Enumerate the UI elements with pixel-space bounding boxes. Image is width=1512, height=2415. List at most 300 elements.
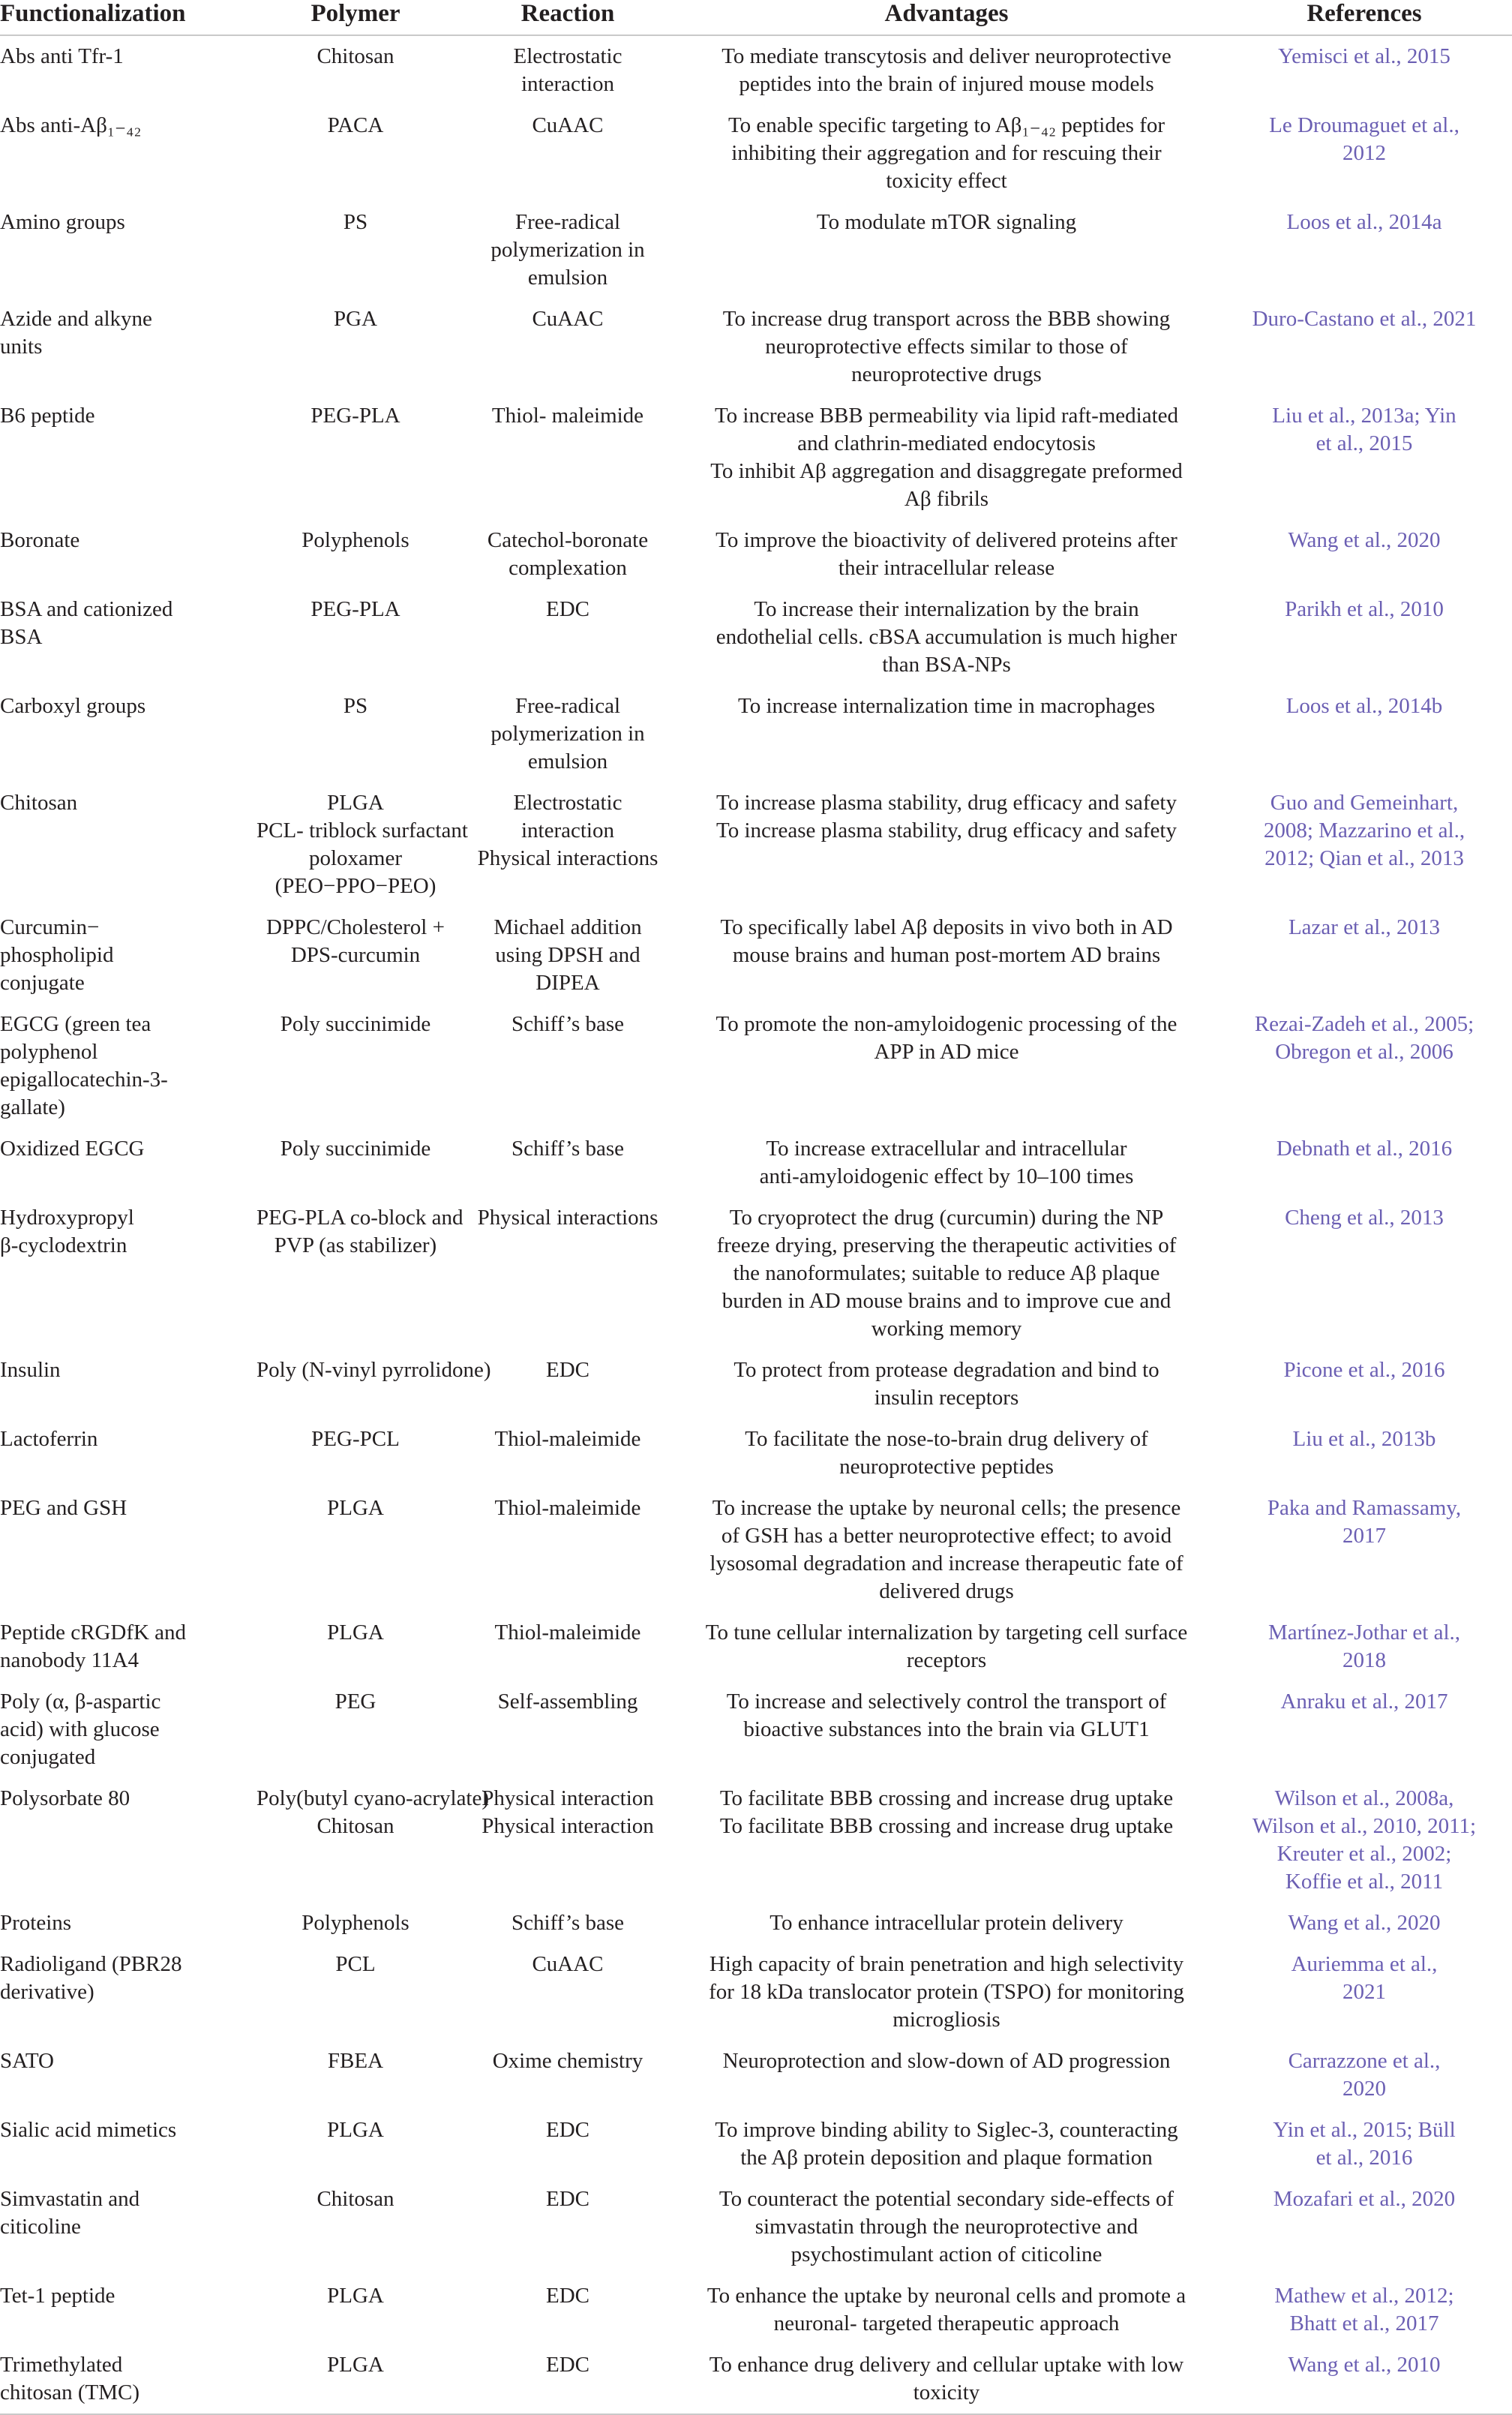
cell-line: units [0,335,43,359]
cell-line: than BSA-NPs [882,653,1011,677]
cell-line: EDC [546,2284,590,2308]
cell-reaction [459,2110,676,2179]
cell-line: complexation [508,556,627,580]
cell-line: To increase plasma stability, drug efficacy and safety [716,819,1177,843]
cell-line: anti-amyloidogenic effect by 10–100 times [759,1164,1134,1188]
cell-line: PEG and GSH [0,1496,128,1520]
reference-link-text[interactable]: et al., 2016 [1316,2146,1413,2170]
cell-reaction [459,2344,676,2414]
cell-reaction [459,1419,676,1488]
cell-line: inhibiting their aggregation and for rescuing their [731,141,1162,165]
cell-line: To enhance the uptake by neuronal cells and promote a [706,2284,1186,2308]
reference-link-text[interactable]: Loos et al., 2014b [1286,694,1443,718]
cell-line: Thiol- maleimide [491,404,644,428]
cell-line: To enhance drug delivery and cellular uptake with low [709,2353,1184,2377]
cell-line: delivered drugs [879,1579,1014,1603]
reference-link-text[interactable]: Rezai-Zadeh et al., 2005; [1254,1012,1474,1036]
cell-references [1216,2179,1512,2275]
cell-polymer [252,1128,459,1197]
cell-line: neuroprotective drugs [851,362,1042,386]
cell-advantages [676,1944,1216,2041]
cell-line: (PEO−PPO−PEO) [274,874,436,898]
cell-line: Electrostatic [513,44,622,68]
header-functionalization: Functionalization [0,0,186,27]
cell-line: PCL [335,1952,376,1976]
cell-reaction [459,1350,676,1419]
cell-line: SATO [0,2049,54,2073]
reference-link-text[interactable]: Kreuter et al., 2002; [1276,1842,1452,1866]
cell-line: polymerization in [490,238,645,262]
reference-link-text[interactable]: Le Droumaguet et al., [1269,113,1460,137]
cell-line: EDC [546,2353,590,2377]
cell-line: To increase drug transport across the BBB showing [722,307,1171,331]
cell-line: Polysorbate 80 [0,1786,130,1810]
cell-functionalization [0,2041,252,2110]
cell-line: Hydroxypropyl [0,1206,134,1230]
reference-link-text[interactable]: Auriemma et al., [1291,1952,1438,1976]
reference-link-text[interactable]: Wilson et al., 2008a, [1274,1786,1454,1810]
cell-line: and clathrin-mediated endocytosis [797,431,1096,455]
cell-line: To increase internalization time in macrophages [738,694,1155,718]
cell-polymer [252,2179,459,2275]
cell-line: To promote the non-amyloidogenic processing of the [716,1012,1178,1036]
cell-advantages [676,1612,1216,1681]
cell-polymer [252,907,459,1004]
cell-line: interaction [520,819,614,843]
table-row [0,2344,1512,2414]
cell-line: PLGA [327,2353,384,2377]
cell-references [1216,35,1512,105]
table-row [0,35,1512,105]
table-row [0,395,1512,520]
cell-reaction [459,1681,676,1778]
cell-polymer [252,1419,459,1488]
cell-line: PLGA [327,2284,384,2308]
cell-line: polyphenol [0,1040,98,1064]
cell-advantages [676,520,1216,589]
cell-line: PS [343,694,368,718]
reference-link-text[interactable]: Martínez-Jothar et al., [1268,1621,1461,1645]
cell-polymer [252,1004,459,1128]
cell-line: toxicity effect [886,169,1007,193]
reference-link-text[interactable]: Carrazzone et al., [1288,2049,1441,2073]
cell-line: EDC [546,2187,590,2211]
table-row [0,1681,1512,1778]
cell-line: Tet-1 peptide [0,2284,116,2308]
cell-line: Poly (α, β-aspartic [0,1690,161,1714]
table-row [0,1128,1512,1197]
cell-line: gallate) [0,1095,65,1119]
cell-references [1216,1350,1512,1419]
cell-functionalization [0,1128,252,1197]
cell-advantages [676,907,1216,1004]
table-header [0,0,1512,35]
reference-link-text[interactable]: Obregon et al., 2006 [1275,1040,1454,1064]
cell-polymer [252,35,459,105]
cell-functionalization [0,907,252,1004]
reference-link-text[interactable]: Picone et al., 2016 [1283,1358,1445,1382]
cell-polymer [252,2344,459,2414]
cell-line: Curcumin− [0,915,100,939]
cell-line: Self-assembling [497,1690,638,1714]
cell-line: Boronate [0,528,80,552]
reference-link-text[interactable]: Yemisci et al., 2015 [1278,44,1450,68]
cell-line: EDC [546,597,590,621]
cell-advantages [676,299,1216,395]
cell-line: B6 peptide [0,404,95,428]
cell-line: burden in AD mouse brains and to improve cue and [722,1289,1172,1313]
cell-line: using DPSH and [495,943,640,967]
cell-references [1216,202,1512,299]
cell-line: polymerization in [490,722,645,746]
cell-line: chitosan (TMC) [0,2380,140,2404]
cell-polymer [252,2275,459,2344]
cell-line: CuAAC [532,1952,604,1976]
cell-line: Schiff’s base [511,1012,625,1036]
cell-polymer [252,520,459,589]
cell-reaction [459,589,676,686]
reference-link-text[interactable]: 2018 [1342,1648,1386,1672]
cell-line: citicoline [0,2215,81,2239]
cell-references [1216,105,1512,202]
reference-link-text[interactable]: 2012 [1342,141,1386,165]
cell-line: emulsion [527,749,608,773]
reference-link-text[interactable]: 2008; Mazzarino et al., [1263,819,1466,843]
cell-line: To tune cellular internalization by targeting cell surface [705,1621,1188,1645]
cell-line: Poly succinimide [280,1137,431,1161]
cell-line: Oxime chemistry [492,2049,644,2073]
cell-reaction [459,520,676,589]
cell-line: emulsion [527,266,608,290]
cell-reaction [459,2041,676,2110]
cell-line: working memory [871,1317,1022,1341]
reference-link-text[interactable]: Anraku et al., 2017 [1280,1690,1448,1714]
cell-line: High capacity of brain penetration and high selectivity [709,1952,1184,1976]
cell-line: Schiff’s base [511,1911,625,1935]
cell-references [1216,1612,1512,1681]
cell-references [1216,2275,1512,2344]
header-reaction: Reaction [520,0,615,27]
header-row [0,0,1512,35]
cell-polymer [252,395,459,520]
cell-line: PS [343,210,368,234]
cell-line: PLGA [327,1621,384,1645]
reference-link-text[interactable]: Koffie et al., 2011 [1285,1870,1444,1894]
cell-line: PLGA [327,1496,384,1520]
cell-functionalization [0,395,252,520]
cell-line: PVP (as stabilizer) [274,1233,437,1257]
cell-references [1216,2344,1512,2414]
cell-functionalization [0,1903,252,1944]
cell-line: Lactoferrin [0,1427,98,1451]
cell-line: Sialic acid mimetics [0,2118,177,2142]
cell-line: PEG-PLA co-block and [256,1206,464,1230]
cell-line: their intracellular release [838,556,1055,580]
cell-reaction [459,782,676,907]
cell-line: Schiff’s base [511,1137,625,1161]
cell-line: of GSH has a better neuroprotective effect; to avoid [721,1524,1172,1548]
cell-line: To facilitate BBB crossing and increase drug uptake [719,1786,1174,1810]
cell-polymer [252,105,459,202]
cell-line: insulin receptors [874,1386,1019,1410]
cell-line: Proteins [0,1911,72,1935]
cell-reaction [459,1128,676,1197]
reference-link-text[interactable]: Wang et al., 2020 [1288,528,1441,552]
cell-line: To improve the bioactivity of delivered proteins after [716,528,1178,552]
cell-reaction [459,1903,676,1944]
cell-line: To protect from protease degradation and bind to [734,1358,1160,1382]
table-row [0,105,1512,202]
cell-advantages [676,1778,1216,1903]
reference-link-text[interactable]: 2012; Qian et al., 2013 [1264,846,1464,870]
cell-line: To inhibit Aβ aggregation and disaggregate preformed [710,459,1183,483]
table-row [0,1778,1512,1903]
cell-references [1216,1004,1512,1128]
cell-line: PCL- triblock surfactant [256,819,468,843]
cell-line: To counteract the potential secondary side-effects of [718,2187,1174,2211]
cell-advantages [676,1197,1216,1350]
cell-line: microgliosis [892,2008,1000,2032]
table-row [0,299,1512,395]
reference-link-text[interactable]: et al., 2015 [1316,431,1413,455]
cell-line: receptors [906,1648,987,1672]
cell-line: Physical interactions [477,1206,658,1230]
cell-reaction [459,395,676,520]
cell-line: Thiol-maleimide [494,1496,641,1520]
table-row [0,1419,1512,1488]
cell-line: endothelial cells. cBSA accumulation is much higher [716,625,1178,649]
cell-reaction [459,686,676,782]
reference-link-text[interactable]: 2021 [1342,1980,1386,2004]
cell-line: Chitosan [0,791,78,815]
cell-line: Thiol-maleimide [494,1427,641,1451]
table-row [0,1944,1512,2041]
cell-line: lysosomal degradation and increase therapeutic fate of [710,1551,1184,1575]
reference-link-text[interactable]: Yin et al., 2015; Büll [1273,2118,1456,2142]
table-row [0,686,1512,782]
cell-line: β-cyclodextrin [0,1233,128,1257]
cell-functionalization [0,1197,252,1350]
cell-line: PEG-PLA [310,597,400,621]
cell-polymer [252,202,459,299]
cell-polymer [252,589,459,686]
cell-line: CuAAC [532,113,604,137]
cell-functionalization [0,686,252,782]
table-row [0,1197,1512,1350]
table-row [0,1350,1512,1419]
cell-line: PEG-PLA [310,404,400,428]
cell-references [1216,686,1512,782]
cell-line: To increase plasma stability, drug efficacy and safety [716,791,1177,815]
reference-link-text[interactable]: Debnath et al., 2016 [1276,1137,1453,1161]
cell-line: To increase and selectively control the transport of [726,1690,1167,1714]
cell-advantages [676,1681,1216,1778]
cell-polymer [252,686,459,782]
cell-line: PLGA [327,2118,384,2142]
cell-polymer [252,299,459,395]
cell-functionalization [0,2179,252,2275]
reference-link-text[interactable]: Wilson et al., 2010, 2011; [1252,1814,1477,1838]
cell-polymer [252,782,468,907]
cell-line: To modulate mTOR signaling [816,210,1077,234]
cell-line: PGA [333,307,377,331]
cell-reaction [459,35,676,105]
cell-advantages [676,395,1216,520]
cell-polymer [252,1488,459,1612]
cell-line: To increase their internalization by the brain [754,597,1139,621]
cell-references [1216,1488,1512,1612]
cell-functionalization [0,105,252,202]
cell-references [1216,589,1512,686]
cell-line: nanobody 11A4 [0,1648,139,1672]
cell-references [1216,1944,1512,2041]
cell-functionalization [0,1488,252,1612]
cell-line: CuAAC [532,307,604,331]
cell-advantages [676,686,1216,782]
reference-link-text[interactable]: Mathew et al., 2012; [1274,2284,1454,2308]
cell-line: To increase extracellular and intracellular [766,1137,1127,1161]
cell-functionalization [0,2110,252,2179]
reference-link-text[interactable]: Paka and Ramassamy, [1267,1496,1462,1520]
table-row [0,782,1512,907]
cell-advantages [676,2110,1216,2179]
cell-functionalization [0,1612,252,1681]
cell-line: toxicity [913,2380,980,2404]
cell-line: Neuroprotection and slow-down of AD progression [722,2049,1171,2073]
cell-line: the nanoformulates; suitable to reduce Aβ plaque [733,1261,1160,1285]
cell-line: derivative) [0,1980,94,2004]
cell-line: Amino groups [0,210,125,234]
table-row [0,2275,1512,2344]
cell-advantages [676,2275,1216,2344]
table-row [0,1612,1512,1681]
cell-references [1216,1197,1512,1350]
cell-line: DPPC/Cholesterol + [266,915,445,939]
cell-line: Poly succinimide [280,1012,431,1036]
table-row [0,2110,1512,2179]
cell-line: Poly (N-vinyl pyrrolidone) [256,1358,491,1382]
cell-line: Catechol-boronate [487,528,649,552]
reference-link-text[interactable]: 2020 [1342,2077,1386,2101]
reference-link-text[interactable]: Liu et al., 2013a; Yin [1272,404,1456,428]
cell-line: Michael addition [494,915,642,939]
reference-link-text[interactable]: Liu et al., 2013b [1292,1427,1436,1451]
reference-link-text[interactable]: Cheng et al., 2013 [1285,1206,1444,1230]
cell-line: Azide and alkyne [0,307,152,331]
table-row [0,1903,1512,1944]
cell-references [1216,782,1512,907]
cell-line: psychostimulant action of citicoline [790,2242,1102,2266]
table-row [0,589,1512,686]
cell-line: FBEA [327,2049,384,2073]
cell-line: DPS-curcumin [290,943,421,967]
cell-line: To enable specific targeting to Aβ₁₋₄₂ peptides for [728,113,1166,137]
reference-link-text[interactable]: Mozafari et al., 2020 [1273,2187,1456,2211]
cell-line: freeze drying, preserving the therapeutic activities of [716,1233,1177,1257]
cell-advantages [676,202,1216,299]
cell-line: To specifically label Aβ deposits in vivo both in AD [720,915,1173,939]
cell-functionalization [0,202,252,299]
cell-line: EGCG (green tea [0,1012,152,1036]
reference-link-text[interactable]: Bhatt et al., 2017 [1289,2311,1439,2335]
cell-functionalization [0,2344,252,2414]
cell-line: Abs anti-Aβ₁₋₄₂ [0,113,142,137]
cell-line: poloxamer [308,846,402,870]
cell-line: Abs anti Tfr-1 [0,44,124,68]
reference-link-text[interactable]: Guo and Gemeinhart, [1270,791,1459,815]
cell-advantages [676,1350,1216,1419]
cell-line: Peptide cRGDfK and [0,1621,187,1645]
cell-reaction [459,299,676,395]
cell-line: To facilitate the nose-to-brain drug delivery of [745,1427,1148,1451]
cell-line: Carboxyl groups [0,694,146,718]
cell-functionalization [0,35,252,105]
cell-line: acid) with glucose [0,1717,160,1741]
cell-line: Trimethylated [0,2353,123,2377]
cell-line: Electrostatic [513,791,622,815]
cell-line: To increase the uptake by neuronal cells; the presence [712,1496,1181,1520]
cell-references [1216,1778,1512,1903]
cell-functionalization [0,520,252,589]
cell-references [1216,395,1512,520]
cell-line: EDC [546,1358,590,1382]
table-row [0,202,1512,299]
reference-link-text[interactable]: Wang et al., 2010 [1288,2353,1441,2377]
cell-advantages [676,35,1216,105]
cell-advantages [676,1419,1216,1488]
header-references: References [1306,0,1422,27]
cell-line: PEG-PCL [311,1427,400,1451]
cell-reaction [459,2179,676,2275]
cell-reaction [459,1612,676,1681]
reference-link-text[interactable]: Wang et al., 2020 [1288,1911,1441,1935]
reference-link-text[interactable]: Loos et al., 2014a [1286,210,1442,234]
cell-references [1216,2110,1512,2179]
cell-references [1216,1419,1512,1488]
table-row [0,2041,1512,2110]
cell-reaction [459,1778,676,1903]
cell-advantages [676,2344,1216,2414]
cell-polymer [252,1681,459,1778]
reference-link-text[interactable]: 2017 [1342,1524,1386,1548]
cell-reaction [459,1197,676,1350]
cell-references [1216,1128,1512,1197]
cell-line: APP in AD mice [874,1040,1019,1064]
reference-link-text[interactable]: Lazar et al., 2013 [1288,915,1441,939]
cell-line: Radioligand (PBR28 [0,1952,182,1976]
cell-line: To cryoprotect the drug (curcumin) during the NP [729,1206,1164,1230]
cell-line: PACA [327,113,384,137]
cell-advantages [676,1128,1216,1197]
cell-functionalization [0,299,252,395]
cell-functionalization [0,1350,252,1419]
cell-reaction [459,202,676,299]
cell-advantages [676,782,1216,907]
cell-advantages [676,589,1216,686]
cell-polymer [252,2041,459,2110]
reference-link-text[interactable]: Parikh et al., 2010 [1285,597,1444,621]
cell-line: BSA [0,625,43,649]
cell-polymer [252,1350,491,1419]
cell-line: Polyphenols [302,528,410,552]
cell-line: interaction [520,72,614,96]
cell-line: To increase BBB permeability via lipid raft-mediated [714,404,1179,428]
table-row [0,1488,1512,1612]
cell-reaction [459,907,676,1004]
cell-advantages [676,105,1216,202]
cell-line: conjugate [0,971,85,995]
reference-link-text[interactable]: Duro-Castano et al., 2021 [1252,307,1477,331]
